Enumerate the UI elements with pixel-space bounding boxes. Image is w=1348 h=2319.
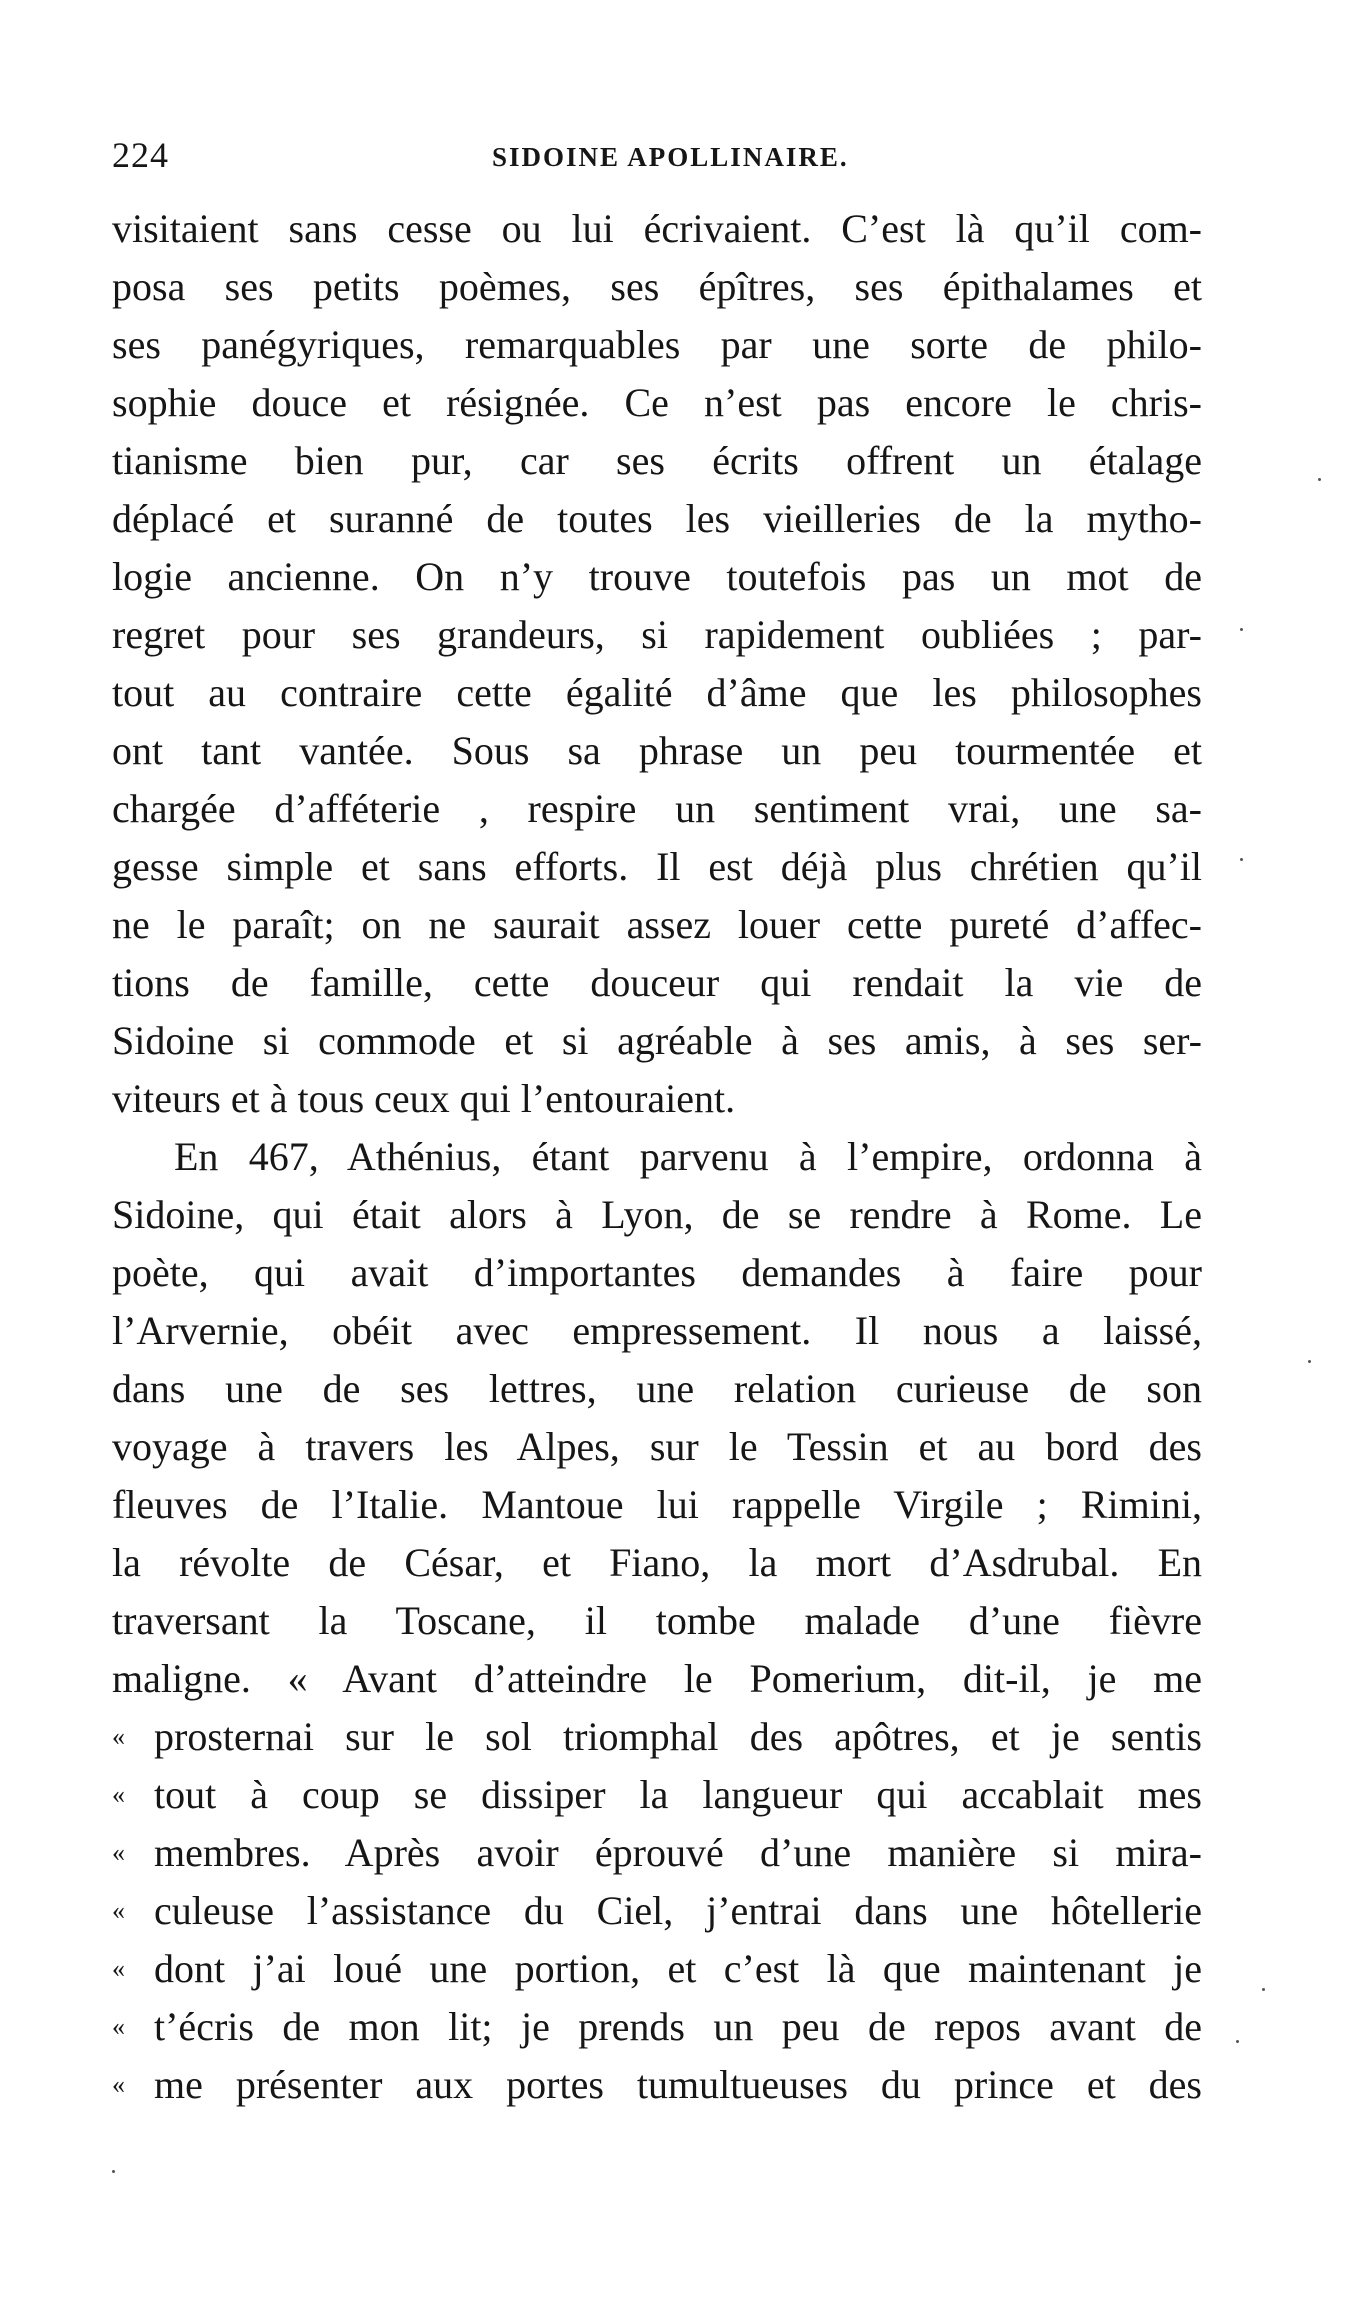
quote-line (112, 1940, 1202, 1998)
text-line: tout au contraire cette égalité d’âme que les philosophes (112, 670, 1202, 715)
text-line: dans une de ses lettres, une relation curieuse de son (112, 1366, 1202, 1411)
paragraph-1 (112, 200, 1202, 1128)
quote-mark: « (112, 1722, 125, 1751)
quote-text: membres. Après avoir éprouvé d’une manière si mira- (154, 1830, 1202, 1875)
text-line: ont tant vantée. Sous sa phrase un peu tourmentée et (112, 728, 1202, 773)
page-header (112, 134, 1202, 184)
text-line: gesse simple et sans efforts. Il est déjà plus chrétien qu’il (112, 844, 1202, 889)
quote-line (112, 1708, 1202, 1766)
text-line: traversant la Toscane, il tombe malade d’une fièvre (112, 1598, 1202, 1643)
paragraph-2 (112, 1128, 1202, 2114)
quote-mark: « (112, 1954, 125, 1983)
quote-text: t’écris de mon lit; je prends un peu de repos avant de (154, 2004, 1202, 2049)
text-line: tianisme bien pur, car ses écrits offrent un étalage (112, 438, 1202, 483)
quote-mark: « (112, 1896, 125, 1925)
quote-mark: « (112, 1838, 125, 1867)
quote-line (112, 1882, 1202, 1940)
text-line: regret pour ses grandeurs, si rapidement oubliées ; par- (112, 612, 1202, 657)
quote-line (112, 2056, 1202, 2114)
running-title: SIDOINE APOLLINAIRE. (492, 142, 849, 172)
text-line: chargée d’afféterie , respire un sentiment vrai, une sa- (112, 786, 1202, 831)
quote-text: me présenter aux portes tumultueuses du prince et des (154, 2062, 1202, 2107)
scan-speck (1240, 858, 1243, 861)
scan-speck (1262, 1988, 1265, 1991)
quote-line (112, 1824, 1202, 1882)
text-line: Sidoine si commode et si agréable à ses amis, à ses ser- (112, 1018, 1202, 1063)
text-line: maligne. « Avant d’atteindre le Pomerium, dit-il, je me (112, 1656, 1202, 1701)
quote-mark: « (112, 1780, 125, 1809)
text-line: logie ancienne. On n’y trouve toutefois pas un mot de (112, 554, 1202, 599)
scan-speck (112, 2170, 115, 2173)
text-line: viteurs et à tous ceux qui l’entouraient. (112, 1076, 736, 1121)
text-line: l’Arvernie, obéit avec empressement. Il nous a laissé, (112, 1308, 1202, 1353)
text-line: Sidoine, qui était alors à Lyon, de se rendre à Rome. Le (112, 1192, 1202, 1237)
text-line: visitaient sans cesse ou lui écrivaient. C’est là qu’il com- (112, 206, 1202, 251)
quote-line (112, 1998, 1202, 2056)
quote-line (112, 1766, 1202, 1824)
text-line: tions de famille, cette douceur qui rendait la vie de (112, 960, 1202, 1005)
quote-text: culeuse l’assistance du Ciel, j’entrai dans une hôtellerie (154, 1888, 1202, 1933)
scan-speck (1240, 628, 1243, 631)
quote-text: prosternai sur le sol triomphal des apôtres, et je sentis (154, 1714, 1202, 1759)
scan-speck (1308, 1360, 1311, 1363)
page-number: 224 (112, 135, 169, 175)
quote-mark: « (112, 2070, 125, 2099)
text-line: déplacé et suranné de toutes les vieilleries de la mytho- (112, 496, 1202, 541)
body-text (112, 200, 1202, 2114)
text-line: poète, qui avait d’importantes demandes à faire pour (112, 1250, 1202, 1295)
text-line: ses panégyriques, remarquables par une sorte de philo- (112, 322, 1202, 367)
text-line: sophie douce et résignée. Ce n’est pas encore le chris- (112, 380, 1202, 425)
text-line: En 467, Athénius, étant parvenu à l’empire, ordonna à (174, 1134, 1202, 1179)
text-line: ne le paraît; on ne saurait assez louer cette pureté d’affec- (112, 902, 1202, 947)
text-line: posa ses petits poèmes, ses épîtres, ses épithalames et (112, 264, 1202, 309)
quote-mark: « (112, 2012, 125, 2041)
text-line: voyage à travers les Alpes, sur le Tessin et au bord des (112, 1424, 1202, 1469)
quote-text: tout à coup se dissiper la langueur qui accablait mes (154, 1772, 1202, 1817)
quote-text: dont j’ai loué une portion, et c’est là que maintenant je (154, 1946, 1202, 1991)
text-line: fleuves de l’Italie. Mantoue lui rappelle Virgile ; Rimini, (112, 1482, 1202, 1527)
scan-speck (1318, 478, 1321, 481)
text-line: la révolte de César, et Fiano, la mort d’Asdrubal. En (112, 1540, 1202, 1585)
scan-speck (1236, 2040, 1239, 2043)
